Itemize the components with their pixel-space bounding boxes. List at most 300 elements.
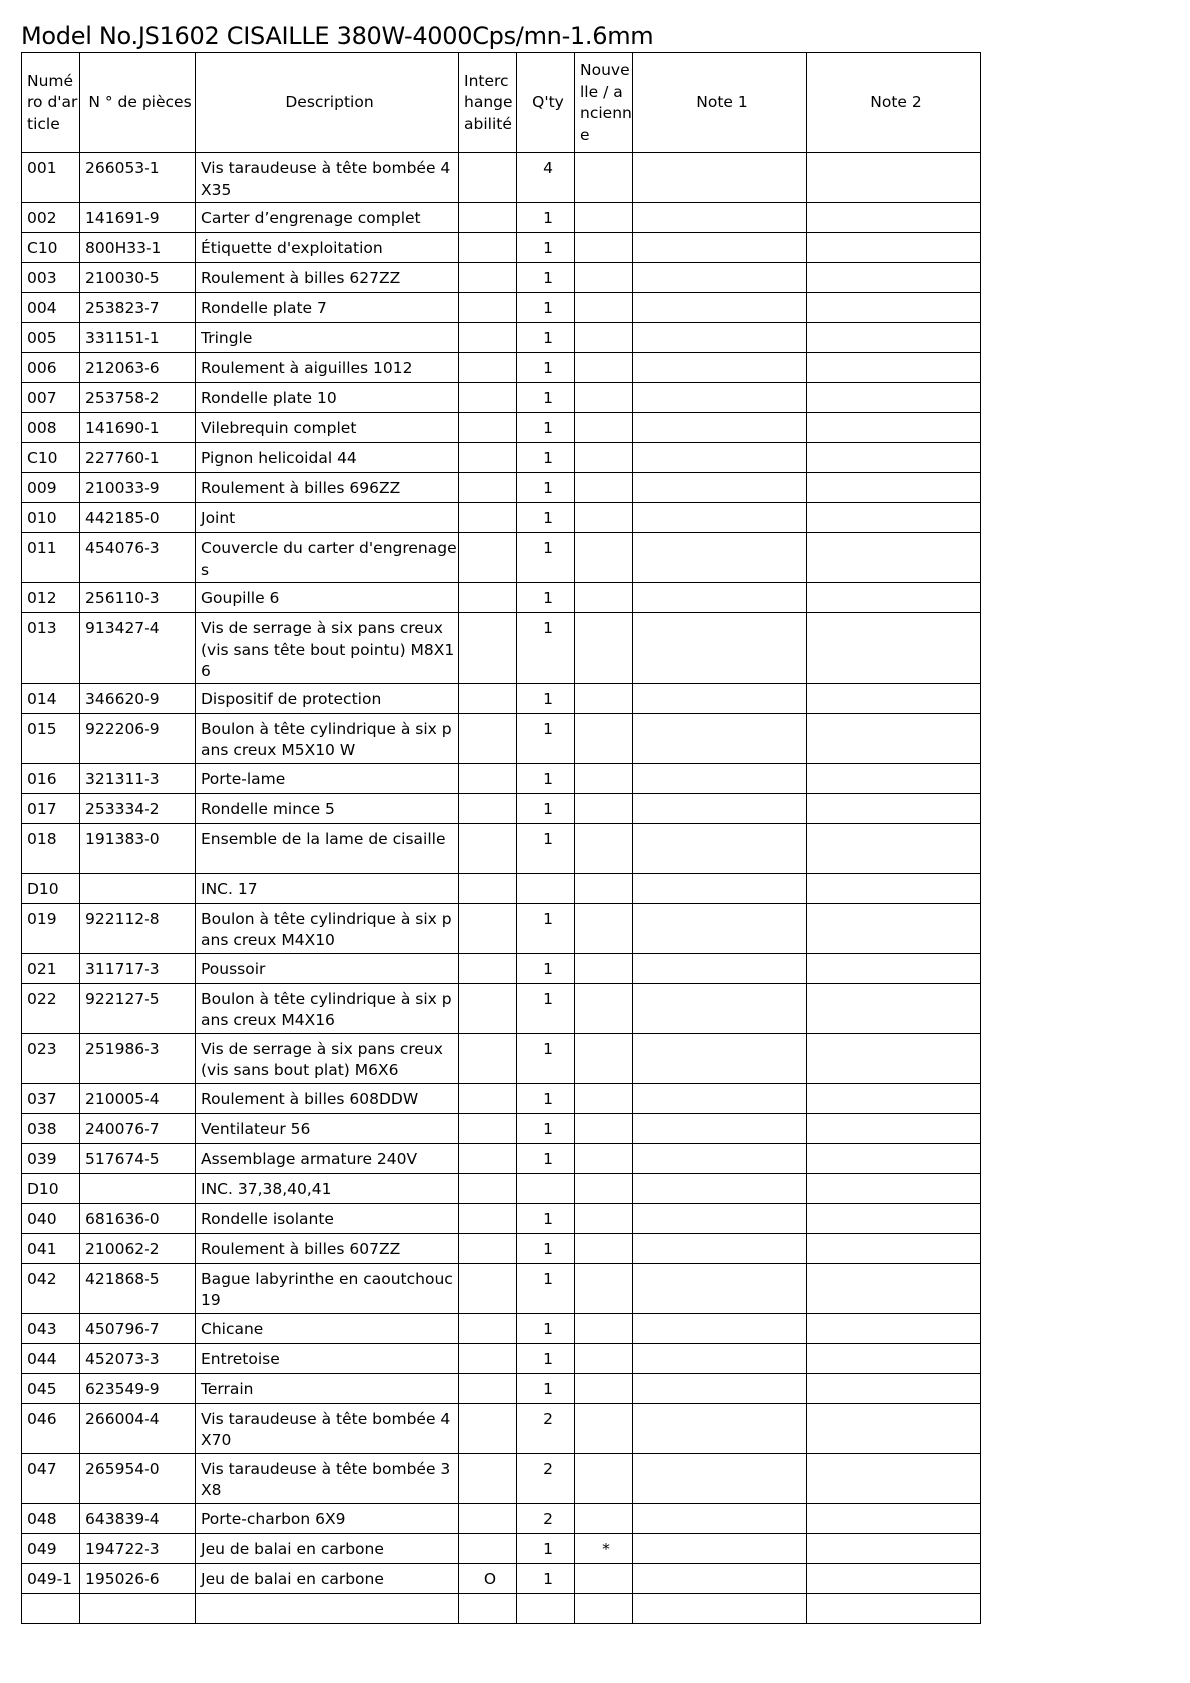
- description-cell: Rondelle plate 10: [196, 383, 459, 413]
- table-row: [22, 1113, 981, 1143]
- new-old-cell: *: [575, 1533, 633, 1563]
- item-number-cell: 043: [22, 1313, 80, 1343]
- note-1-cell: [633, 953, 807, 983]
- description-cell: Vis taraudeuse à tête bombée 4X35: [196, 153, 459, 203]
- quantity-cell: 1: [517, 443, 575, 473]
- quantity-cell: 1: [517, 1233, 575, 1263]
- new-old-cell: [575, 1143, 633, 1173]
- new-old-cell: [575, 353, 633, 383]
- part-number-cell: [80, 1173, 196, 1203]
- note-1-cell: [633, 153, 807, 203]
- note-2-cell: [807, 1593, 981, 1623]
- part-number-cell: 210030-5: [80, 263, 196, 293]
- table-row: [22, 1593, 981, 1623]
- description-cell: [196, 1593, 459, 1623]
- note-2-cell: [807, 903, 981, 953]
- table-row: [22, 683, 981, 713]
- note-2-cell: [807, 293, 981, 323]
- new-old-cell: [575, 713, 633, 763]
- note-2-cell: [807, 613, 981, 684]
- interchangeability-cell: [459, 1173, 517, 1203]
- new-old-cell: [575, 1203, 633, 1233]
- quantity-cell: 1: [517, 1313, 575, 1343]
- new-old-cell: [575, 293, 633, 323]
- new-old-cell: [575, 823, 633, 873]
- new-old-cell: [575, 1563, 633, 1593]
- item-number-cell: 001: [22, 153, 80, 203]
- table-row: [22, 1563, 981, 1593]
- interchangeability-cell: [459, 763, 517, 793]
- quantity-cell: 1: [517, 533, 575, 583]
- note-1-cell: [633, 1453, 807, 1503]
- description-cell: Roulement à aiguilles 1012: [196, 353, 459, 383]
- note-1-cell: [633, 1143, 807, 1173]
- interchangeability-cell: [459, 1503, 517, 1533]
- description-cell: Étiquette d'exploitation: [196, 233, 459, 263]
- note-1-cell: [633, 323, 807, 353]
- description-cell: Boulon à tête cylindrique à six pans creux M4X16: [196, 983, 459, 1033]
- item-number-cell: 002: [22, 203, 80, 233]
- description-cell: Roulement à billes 627ZZ: [196, 263, 459, 293]
- item-number-cell: 021: [22, 953, 80, 983]
- item-number-cell: 044: [22, 1343, 80, 1373]
- note-1-cell: [633, 1233, 807, 1263]
- part-number-cell: 256110-3: [80, 583, 196, 613]
- new-old-cell: [575, 413, 633, 443]
- table-row: [22, 233, 981, 263]
- description-cell: Dispositif de protection: [196, 683, 459, 713]
- item-number-cell: [22, 1593, 80, 1623]
- quantity-cell: 1: [517, 953, 575, 983]
- new-old-cell: [575, 1503, 633, 1533]
- item-number-cell: 047: [22, 1453, 80, 1503]
- new-old-cell: [575, 1083, 633, 1113]
- interchangeability-cell: [459, 793, 517, 823]
- quantity-cell: [517, 1173, 575, 1203]
- table-row: [22, 383, 981, 413]
- item-number-cell: 012: [22, 583, 80, 613]
- table-row: [22, 413, 981, 443]
- part-number-cell: 141690-1: [80, 413, 196, 443]
- item-number-cell: 037: [22, 1083, 80, 1113]
- quantity-cell: 1: [517, 353, 575, 383]
- quantity-cell: 1: [517, 323, 575, 353]
- description-cell: Porte-lame: [196, 763, 459, 793]
- quantity-cell: 1: [517, 683, 575, 713]
- interchangeability-cell: [459, 353, 517, 383]
- part-number-cell: [80, 873, 196, 903]
- part-number-cell: [80, 1593, 196, 1623]
- new-old-cell: [575, 443, 633, 473]
- part-number-cell: 253823-7: [80, 293, 196, 323]
- part-number-cell: 266053-1: [80, 153, 196, 203]
- description-cell: Boulon à tête cylindrique à six pans creux M4X10: [196, 903, 459, 953]
- new-old-cell: [575, 1233, 633, 1263]
- new-old-cell: [575, 203, 633, 233]
- description-cell: Boulon à tête cylindrique à six pans creux M5X10 W: [196, 713, 459, 763]
- table-row: [22, 1343, 981, 1373]
- note-2-cell: [807, 1403, 981, 1453]
- interchangeability-cell: [459, 1083, 517, 1113]
- interchangeability-cell: [459, 1343, 517, 1373]
- item-number-cell: 039: [22, 1143, 80, 1173]
- note-2-cell: [807, 823, 981, 873]
- table-row: [22, 903, 981, 953]
- note-2-cell: [807, 383, 981, 413]
- part-number-cell: 922206-9: [80, 713, 196, 763]
- description-cell: Roulement à billes 696ZZ: [196, 473, 459, 503]
- item-number-cell: C10: [22, 443, 80, 473]
- interchangeability-cell: [459, 1143, 517, 1173]
- quantity-cell: [517, 873, 575, 903]
- new-old-cell: [575, 1373, 633, 1403]
- quantity-cell: 1: [517, 1533, 575, 1563]
- interchangeability-cell: [459, 293, 517, 323]
- note-1-cell: [633, 293, 807, 323]
- table-row: [22, 1503, 981, 1533]
- new-old-cell: [575, 233, 633, 263]
- description-cell: Ensemble de la lame de cisaille: [196, 823, 459, 873]
- interchangeability-cell: [459, 1113, 517, 1143]
- note-2-cell: [807, 1143, 981, 1173]
- interchangeability-cell: O: [459, 1563, 517, 1593]
- note-2-cell: [807, 683, 981, 713]
- quantity-cell: 1: [517, 383, 575, 413]
- note-2-cell: [807, 1083, 981, 1113]
- note-2-cell: [807, 1033, 981, 1083]
- item-number-cell: 006: [22, 353, 80, 383]
- note-2-cell: [807, 503, 981, 533]
- part-number-cell: 922127-5: [80, 983, 196, 1033]
- part-number-cell: 210062-2: [80, 1233, 196, 1263]
- quantity-cell: 1: [517, 1083, 575, 1113]
- interchangeability-cell: [459, 583, 517, 613]
- interchangeability-cell: [459, 1233, 517, 1263]
- item-number-cell: 042: [22, 1263, 80, 1313]
- new-old-cell: [575, 1453, 633, 1503]
- description-cell: INC. 17: [196, 873, 459, 903]
- table-row: [22, 1263, 981, 1313]
- quantity-cell: 1: [517, 823, 575, 873]
- part-number-cell: 251986-3: [80, 1033, 196, 1083]
- note-1-cell: [633, 533, 807, 583]
- item-number-cell: 049-1: [22, 1563, 80, 1593]
- part-number-cell: 346620-9: [80, 683, 196, 713]
- new-old-cell: [575, 1403, 633, 1453]
- interchangeability-cell: [459, 903, 517, 953]
- quantity-cell: 2: [517, 1503, 575, 1533]
- item-number-cell: 015: [22, 713, 80, 763]
- table-row: [22, 443, 981, 473]
- table-header-row: [22, 53, 981, 153]
- description-cell: Joint: [196, 503, 459, 533]
- interchangeability-cell: [459, 263, 517, 293]
- item-number-cell: 041: [22, 1233, 80, 1263]
- interchangeability-cell: [459, 1403, 517, 1453]
- note-2-cell: [807, 1113, 981, 1143]
- note-1-cell: [633, 613, 807, 684]
- note-1-cell: [633, 383, 807, 413]
- item-number-cell: 023: [22, 1033, 80, 1083]
- item-number-cell: 019: [22, 903, 80, 953]
- new-old-cell: [575, 473, 633, 503]
- description-cell: Entretoise: [196, 1343, 459, 1373]
- table-row: [22, 713, 981, 763]
- interchangeability-cell: [459, 413, 517, 443]
- note-1-cell: [633, 823, 807, 873]
- quantity-cell: 1: [517, 983, 575, 1033]
- note-1-cell: [633, 443, 807, 473]
- note-1-cell: [633, 583, 807, 613]
- note-2-cell: [807, 413, 981, 443]
- table-row: [22, 1143, 981, 1173]
- interchangeability-cell: [459, 1313, 517, 1343]
- part-number-cell: 210005-4: [80, 1083, 196, 1113]
- quantity-cell: 1: [517, 1343, 575, 1373]
- note-1-cell: [633, 1263, 807, 1313]
- table-row: [22, 533, 981, 583]
- note-1-cell: [633, 473, 807, 503]
- description-cell: Pignon helicoidal 44: [196, 443, 459, 473]
- note-2-cell: [807, 793, 981, 823]
- new-old-cell: [575, 503, 633, 533]
- note-2-cell: [807, 1203, 981, 1233]
- quantity-cell: 1: [517, 1113, 575, 1143]
- quantity-cell: 1: [517, 1203, 575, 1233]
- table-row: [22, 1203, 981, 1233]
- header-new-old: Nouvelle / ancienne: [575, 53, 633, 153]
- description-cell: Vis taraudeuse à tête bombée 4X70: [196, 1403, 459, 1453]
- item-number-cell: 004: [22, 293, 80, 323]
- item-number-cell: 005: [22, 323, 80, 353]
- interchangeability-cell: [459, 1033, 517, 1083]
- description-cell: Carter d’engrenage complet: [196, 203, 459, 233]
- table-row: [22, 1403, 981, 1453]
- description-cell: Jeu de balai en carbone: [196, 1533, 459, 1563]
- new-old-cell: [575, 583, 633, 613]
- item-number-cell: 022: [22, 983, 80, 1033]
- note-1-cell: [633, 1033, 807, 1083]
- note-1-cell: [633, 1343, 807, 1373]
- item-number-cell: 013: [22, 613, 80, 684]
- description-cell: Ventilateur 56: [196, 1113, 459, 1143]
- part-number-cell: 227760-1: [80, 443, 196, 473]
- item-number-cell: 038: [22, 1113, 80, 1143]
- quantity-cell: 1: [517, 763, 575, 793]
- note-2-cell: [807, 1313, 981, 1343]
- new-old-cell: [575, 1343, 633, 1373]
- table-row: [22, 613, 981, 684]
- header-item-number: Numéro d'article: [22, 53, 80, 153]
- interchangeability-cell: [459, 683, 517, 713]
- description-cell: Vis taraudeuse à tête bombée 3X8: [196, 1453, 459, 1503]
- new-old-cell: [575, 1313, 633, 1343]
- description-cell: INC. 37,38,40,41: [196, 1173, 459, 1203]
- note-2-cell: [807, 323, 981, 353]
- part-number-cell: 681636-0: [80, 1203, 196, 1233]
- part-number-cell: 240076-7: [80, 1113, 196, 1143]
- note-1-cell: [633, 1563, 807, 1593]
- note-2-cell: [807, 1343, 981, 1373]
- interchangeability-cell: [459, 533, 517, 583]
- note-1-cell: [633, 263, 807, 293]
- table-row: [22, 793, 981, 823]
- new-old-cell: [575, 1113, 633, 1143]
- description-cell: Rondelle mince 5: [196, 793, 459, 823]
- table-row: [22, 263, 981, 293]
- note-2-cell: [807, 1453, 981, 1503]
- quantity-cell: 1: [517, 1373, 575, 1403]
- part-number-cell: 194722-3: [80, 1533, 196, 1563]
- note-2-cell: [807, 1173, 981, 1203]
- description-cell: Vis de serrage à six pans creux (vis sans bout plat) M6X6: [196, 1033, 459, 1083]
- interchangeability-cell: [459, 873, 517, 903]
- part-number-cell: 265954-0: [80, 1453, 196, 1503]
- note-2-cell: [807, 763, 981, 793]
- part-number-cell: 311717-3: [80, 953, 196, 983]
- note-1-cell: [633, 1313, 807, 1343]
- table-row: [22, 473, 981, 503]
- note-1-cell: [633, 503, 807, 533]
- table-row: [22, 1173, 981, 1203]
- note-2-cell: [807, 953, 981, 983]
- part-number-cell: 623549-9: [80, 1373, 196, 1403]
- interchangeability-cell: [459, 983, 517, 1033]
- note-2-cell: [807, 1233, 981, 1263]
- note-1-cell: [633, 793, 807, 823]
- part-number-cell: 922112-8: [80, 903, 196, 953]
- item-number-cell: 010: [22, 503, 80, 533]
- note-1-cell: [633, 1173, 807, 1203]
- note-2-cell: [807, 473, 981, 503]
- quantity-cell: [517, 1593, 575, 1623]
- quantity-cell: 2: [517, 1453, 575, 1503]
- header-quantity: Q'ty: [517, 53, 575, 153]
- quantity-cell: 1: [517, 233, 575, 263]
- note-2-cell: [807, 353, 981, 383]
- quantity-cell: 1: [517, 1263, 575, 1313]
- note-1-cell: [633, 353, 807, 383]
- new-old-cell: [575, 793, 633, 823]
- note-2-cell: [807, 533, 981, 583]
- part-number-cell: 452073-3: [80, 1343, 196, 1373]
- item-number-cell: 048: [22, 1503, 80, 1533]
- quantity-cell: 1: [517, 473, 575, 503]
- new-old-cell: [575, 613, 633, 684]
- description-cell: Bague labyrinthe en caoutchouc 19: [196, 1263, 459, 1313]
- header-interchangeability: Interchangeabilité: [459, 53, 517, 153]
- new-old-cell: [575, 533, 633, 583]
- interchangeability-cell: [459, 1453, 517, 1503]
- item-number-cell: D10: [22, 1173, 80, 1203]
- description-cell: Vis de serrage à six pans creux (vis sans tête bout pointu) M8X16: [196, 613, 459, 684]
- note-1-cell: [633, 1403, 807, 1453]
- interchangeability-cell: [459, 613, 517, 684]
- note-1-cell: [633, 873, 807, 903]
- interchangeability-cell: [459, 473, 517, 503]
- interchangeability-cell: [459, 1203, 517, 1233]
- quantity-cell: 1: [517, 613, 575, 684]
- note-1-cell: [633, 233, 807, 263]
- quantity-cell: 1: [517, 1563, 575, 1593]
- part-number-cell: 800H33-1: [80, 233, 196, 263]
- quantity-cell: 1: [517, 203, 575, 233]
- part-number-cell: 643839-4: [80, 1503, 196, 1533]
- item-number-cell: 049: [22, 1533, 80, 1563]
- note-1-cell: [633, 683, 807, 713]
- header-note-2: Note 2: [807, 53, 981, 153]
- item-number-cell: 016: [22, 763, 80, 793]
- quantity-cell: 1: [517, 1143, 575, 1173]
- table-row: [22, 153, 981, 203]
- item-number-cell: 046: [22, 1403, 80, 1453]
- part-number-cell: 454076-3: [80, 533, 196, 583]
- table-row: [22, 1233, 981, 1263]
- note-1-cell: [633, 1593, 807, 1623]
- note-2-cell: [807, 233, 981, 263]
- interchangeability-cell: [459, 233, 517, 263]
- note-2-cell: [807, 263, 981, 293]
- description-cell: Poussoir: [196, 953, 459, 983]
- part-number-cell: 212063-6: [80, 353, 196, 383]
- interchangeability-cell: [459, 443, 517, 473]
- part-number-cell: 442185-0: [80, 503, 196, 533]
- table-row: [22, 1373, 981, 1403]
- quantity-cell: 1: [517, 1033, 575, 1083]
- new-old-cell: [575, 1263, 633, 1313]
- part-number-cell: 253334-2: [80, 793, 196, 823]
- description-cell: Roulement à billes 607ZZ: [196, 1233, 459, 1263]
- item-number-cell: 017: [22, 793, 80, 823]
- part-number-cell: 141691-9: [80, 203, 196, 233]
- note-1-cell: [633, 1533, 807, 1563]
- interchangeability-cell: [459, 713, 517, 763]
- table-row: [22, 1083, 981, 1113]
- note-1-cell: [633, 1503, 807, 1533]
- interchangeability-cell: [459, 1593, 517, 1623]
- note-2-cell: [807, 583, 981, 613]
- new-old-cell: [575, 953, 633, 983]
- quantity-cell: 1: [517, 413, 575, 443]
- item-number-cell: 014: [22, 683, 80, 713]
- description-cell: Rondelle plate 7: [196, 293, 459, 323]
- description-cell: Porte-charbon 6X9: [196, 1503, 459, 1533]
- item-number-cell: 040: [22, 1203, 80, 1233]
- note-1-cell: [633, 903, 807, 953]
- note-1-cell: [633, 713, 807, 763]
- new-old-cell: [575, 153, 633, 203]
- table-row: [22, 1453, 981, 1503]
- quantity-cell: 1: [517, 503, 575, 533]
- interchangeability-cell: [459, 203, 517, 233]
- note-1-cell: [633, 1083, 807, 1113]
- item-number-cell: 011: [22, 533, 80, 583]
- interchangeability-cell: [459, 503, 517, 533]
- new-old-cell: [575, 1173, 633, 1203]
- table-row: [22, 503, 981, 533]
- new-old-cell: [575, 1033, 633, 1083]
- new-old-cell: [575, 323, 633, 353]
- description-cell: Jeu de balai en carbone: [196, 1563, 459, 1593]
- table-row: [22, 353, 981, 383]
- description-cell: Tringle: [196, 323, 459, 353]
- description-cell: Rondelle isolante: [196, 1203, 459, 1233]
- table-row: [22, 763, 981, 793]
- note-2-cell: [807, 1563, 981, 1593]
- interchangeability-cell: [459, 1263, 517, 1313]
- item-number-cell: 018: [22, 823, 80, 873]
- table-row: [22, 1533, 981, 1563]
